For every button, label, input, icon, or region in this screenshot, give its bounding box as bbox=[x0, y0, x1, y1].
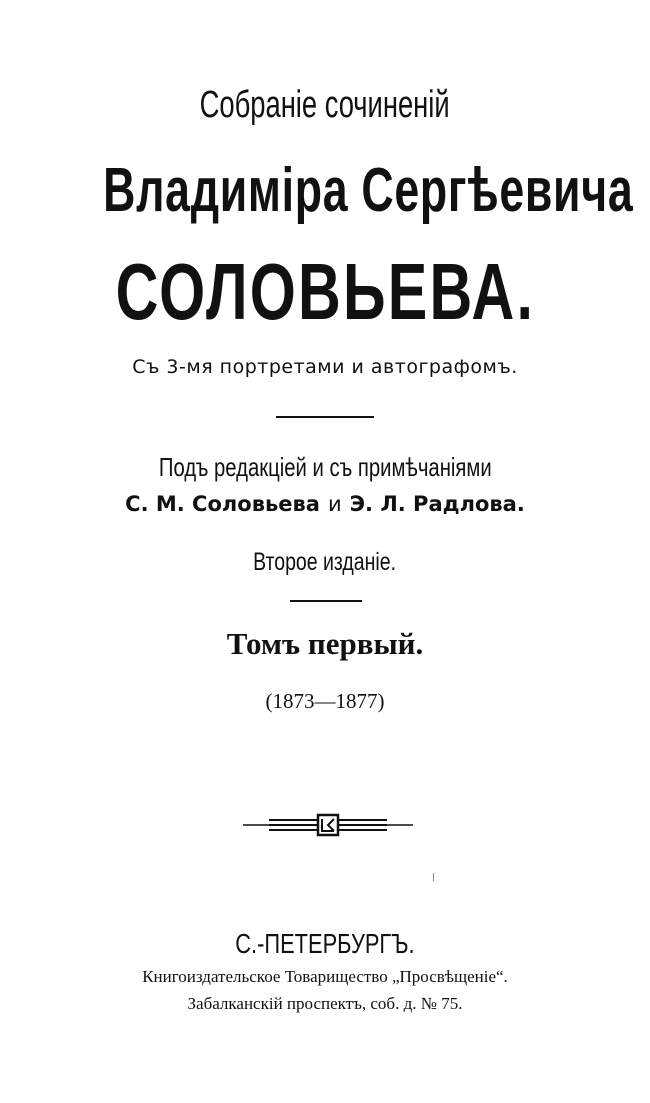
editors-conjunction: и bbox=[327, 492, 342, 516]
collection-title: Собраніе сочиненій bbox=[199, 84, 451, 126]
decorative-printer-ornament-icon bbox=[243, 812, 413, 838]
publisher: Книгоиздательское Товарищество „Просвѣщеніе“. bbox=[142, 967, 508, 986]
edition-label: Второе изданіе. bbox=[253, 548, 397, 576]
years-range: (1873—1877) bbox=[265, 689, 385, 713]
paper-speck bbox=[433, 873, 434, 881]
divider-rule bbox=[276, 416, 374, 418]
divider-rule bbox=[290, 600, 362, 602]
editor-one: С. М. Соловьева bbox=[125, 492, 320, 516]
author-names: Владиміра Сергѣевича bbox=[103, 156, 634, 225]
city: С.-ПЕТЕРБУРГЪ. bbox=[235, 928, 415, 959]
editors-intro: Подъ редакціей и съ примѣчаніями bbox=[158, 452, 492, 482]
editors-names bbox=[0, 492, 650, 516]
editor-two: Э. Л. Радлова. bbox=[349, 492, 525, 516]
publisher-address: Забалканскій проспектъ, соб. д. № 75. bbox=[187, 994, 463, 1013]
author-surname: СОЛОВЬЕВА. bbox=[115, 247, 535, 336]
portraits-note: Съ 3-мя портретами и автографомъ. bbox=[132, 356, 518, 378]
volume-label: Томъ первый. bbox=[226, 626, 424, 661]
